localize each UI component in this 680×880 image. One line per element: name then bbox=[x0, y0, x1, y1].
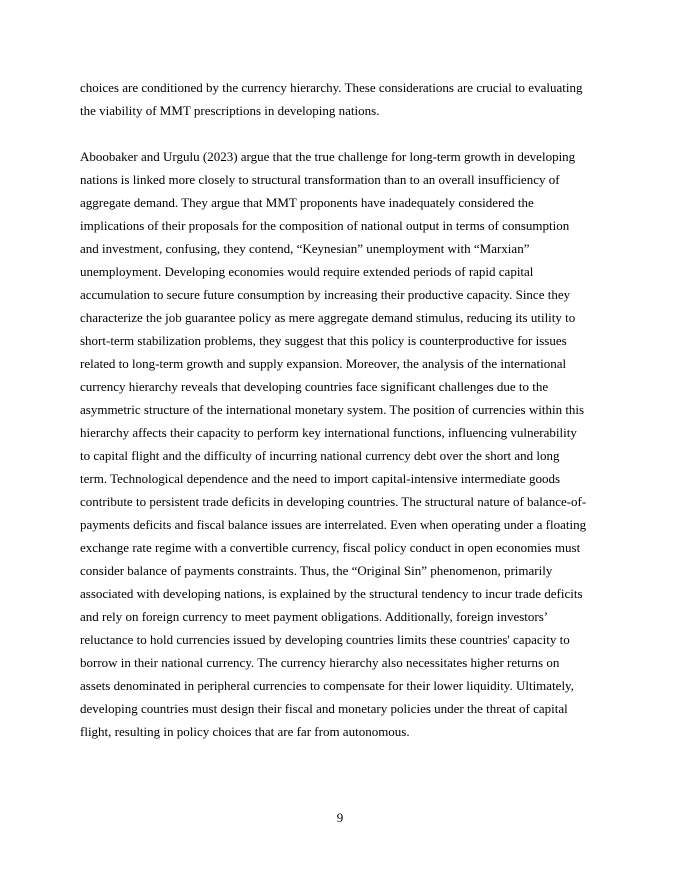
text-line: and rely on foreign currency to meet payment obligations. Additionally, foreign investors’ bbox=[80, 609, 549, 624]
text-line: unemployment. Developing economies would require extended periods of rapid capital bbox=[80, 264, 534, 279]
text-line: the viability of MMT prescriptions in developing nations. bbox=[80, 103, 380, 118]
text-line: Aboobaker and Urgulu (2023) argue that the true challenge for long-term growth in developing bbox=[80, 149, 576, 164]
text-line: contribute to persistent trade deficits in developing countries. The structural nature of balance-of- bbox=[80, 494, 587, 509]
text-line: accumulation to secure future consumption by increasing their productive capacity. Since they bbox=[80, 287, 571, 302]
text-line: currency hierarchy reveals that developing countries face significant challenges due to the bbox=[80, 379, 549, 394]
text-line: assets denominated in peripheral currencies to compensate for their lower liquidity. Ultimately, bbox=[80, 678, 574, 693]
text-line: reluctance to hold currencies issued by developing countries limits these countries' capacity to bbox=[80, 632, 570, 647]
text-line: implications of their proposals for the composition of national output in terms of consumption bbox=[80, 218, 570, 233]
page-number: 9 bbox=[336, 810, 344, 825]
text-line: asymmetric structure of the international monetary system. The position of currencies within this bbox=[80, 402, 585, 417]
text-line: related to long-term growth and supply expansion. Moreover, the analysis of the international bbox=[80, 356, 567, 371]
text-line: aggregate demand. They argue that MMT proponents have inadequately considered the bbox=[80, 195, 534, 210]
text-line: payments deficits and fiscal balance issues are interrelated. Even when operating under a floating bbox=[80, 517, 587, 532]
text-line: flight, resulting in policy choices that are far from autonomous. bbox=[80, 724, 410, 739]
text-line: borrow in their national currency. The currency hierarchy also necessitates higher returns on bbox=[80, 655, 560, 670]
text-line: term. Technological dependence and the need to import capital-intensive intermediate goods bbox=[80, 471, 561, 486]
text-line: to capital flight and the difficulty of incurring national currency debt over the short and long bbox=[80, 448, 560, 463]
text-line: consider balance of payments constraints. Thus, the “Original Sin” phenomenon, primarily bbox=[80, 563, 553, 578]
text-line: short-term stabilization problems, they suggest that this policy is counterproductive for issues bbox=[80, 333, 567, 348]
text-line: and investment, confusing, they contend, “Keynesian” unemployment with “Marxian” bbox=[80, 241, 530, 256]
text-line: hierarchy affects their capacity to perform key international functions, influencing vulnerability bbox=[80, 425, 577, 440]
text-line: nations is linked more closely to structural transformation than to an overall insufficiency of bbox=[80, 172, 560, 187]
text-line: characterize the job guarantee policy as mere aggregate demand stimulus, reducing its utility to bbox=[80, 310, 576, 325]
text-line: associated with developing nations, is explained by the structural tendency to incur trade deficits bbox=[80, 586, 583, 601]
text-line: choices are conditioned by the currency hierarchy. These considerations are crucial to evaluating bbox=[80, 80, 583, 95]
text-line: exchange rate regime with a convertible currency, fiscal policy conduct in open economies must bbox=[80, 540, 581, 555]
text-line: developing countries must design their fiscal and monetary policies under the threat of capital bbox=[80, 701, 568, 716]
